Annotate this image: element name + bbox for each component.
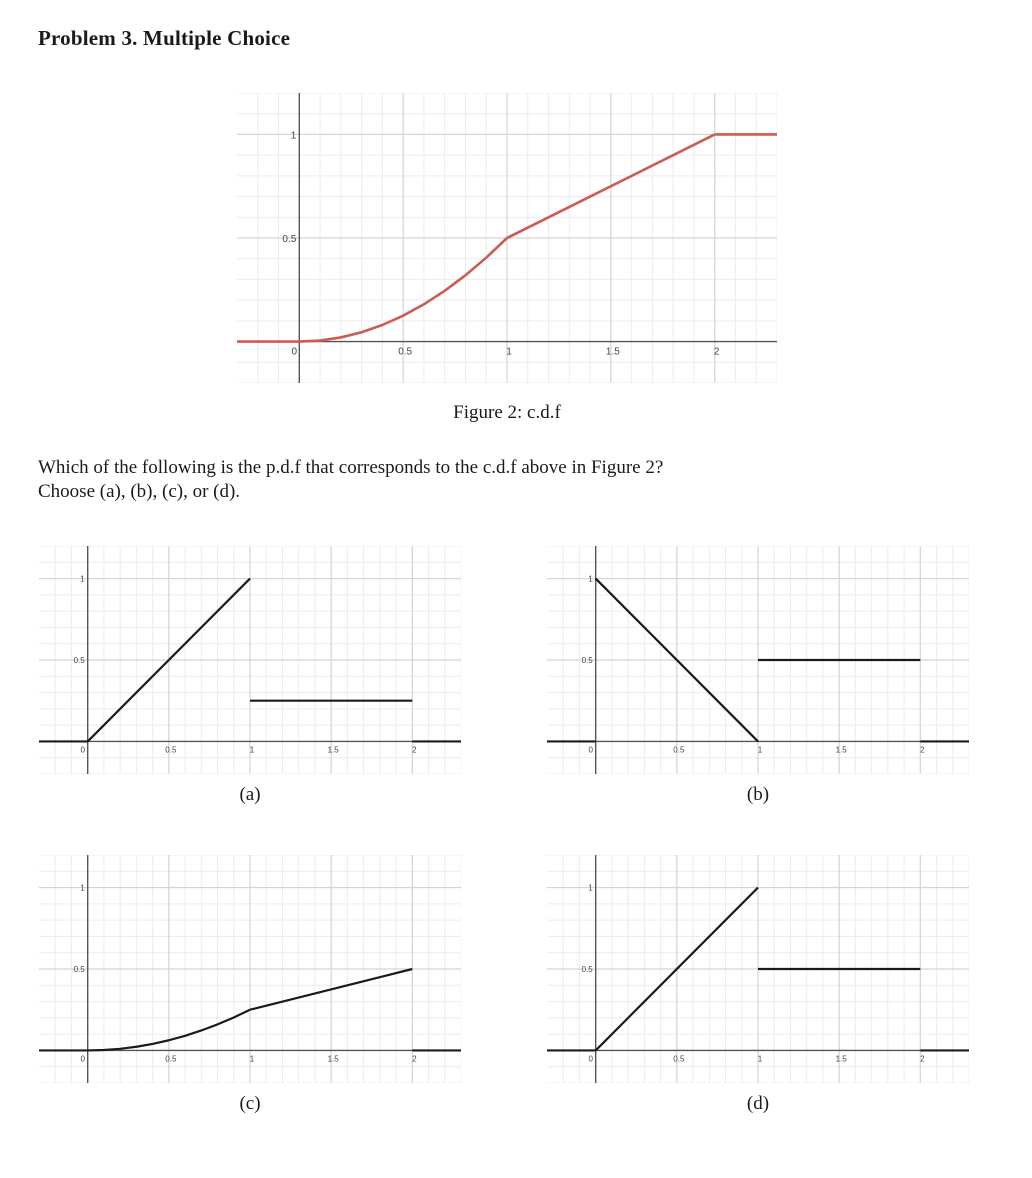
y-tick-label: 0.5: [581, 656, 593, 665]
y-tick-label: 1: [290, 130, 297, 142]
y-tick-label: 1: [588, 574, 593, 584]
question-line-1: Which of the following is the p.d.f that corresponds to the c.d.f above in Figure 2?: [38, 457, 664, 478]
x-tick-label: 1.5: [835, 1054, 847, 1064]
x-tick-label: 1.5: [327, 1054, 339, 1064]
option-b-caption: (b): [746, 784, 770, 805]
option-c-caption: (c): [239, 1093, 261, 1114]
x-tick-label: 1: [249, 745, 255, 755]
option-d-caption: (d): [746, 1093, 770, 1114]
cdf-chart: [237, 93, 777, 383]
x-tick-label: 0: [80, 745, 85, 755]
x-tick-label: 2: [412, 745, 417, 755]
pdf-chart-c: [39, 855, 461, 1083]
y-tick-label: 0.5: [581, 965, 593, 974]
x-tick-label: 0: [80, 1054, 85, 1064]
pdf-chart-d: [547, 855, 969, 1083]
x-tick-label: 2: [412, 1054, 417, 1064]
cdf-figure-caption: Figure 2: c.d.f: [453, 402, 561, 423]
x-tick-label: 1: [249, 1054, 255, 1064]
x-tick-label: 0.5: [165, 1054, 177, 1064]
y-tick-label: 1: [80, 574, 85, 584]
x-tick-label: 2: [920, 745, 925, 755]
x-tick-label: 0: [588, 1054, 593, 1064]
y-tick-label: 0.5: [73, 656, 85, 665]
grid-major: [39, 855, 461, 1083]
x-tick-label: 0.5: [398, 346, 413, 358]
pdf-chart-b: [547, 546, 969, 774]
x-tick-label: 0.5: [165, 745, 177, 755]
x-tick-label: 0: [291, 346, 298, 358]
problem-heading: Problem 3. Multiple Choice: [38, 26, 291, 50]
x-tick-label: 1.5: [605, 346, 620, 358]
x-tick-label: 2: [713, 346, 720, 358]
option-a-caption: (a): [239, 784, 261, 805]
x-tick-label: 0.5: [673, 1054, 685, 1064]
pdf-chart-a: [39, 546, 461, 774]
y-tick-label: 1: [588, 883, 593, 893]
x-tick-label: 2: [920, 1054, 925, 1064]
x-tick-label: 0: [588, 745, 593, 755]
y-tick-label: 0.5: [73, 965, 85, 974]
grid-major: [39, 546, 461, 774]
x-tick-label: 1: [757, 1054, 763, 1064]
question-text: [38, 456, 998, 504]
question-line-2: Choose (a), (b), (c), or (d).: [38, 481, 241, 502]
y-tick-label: 0.5: [282, 234, 297, 245]
x-tick-label: 1: [506, 346, 512, 358]
x-tick-label: 1: [757, 745, 763, 755]
x-tick-label: 0.5: [673, 745, 685, 755]
y-tick-label: 1: [80, 883, 85, 893]
x-tick-label: 1.5: [327, 745, 339, 755]
x-tick-label: 1.5: [835, 745, 847, 755]
